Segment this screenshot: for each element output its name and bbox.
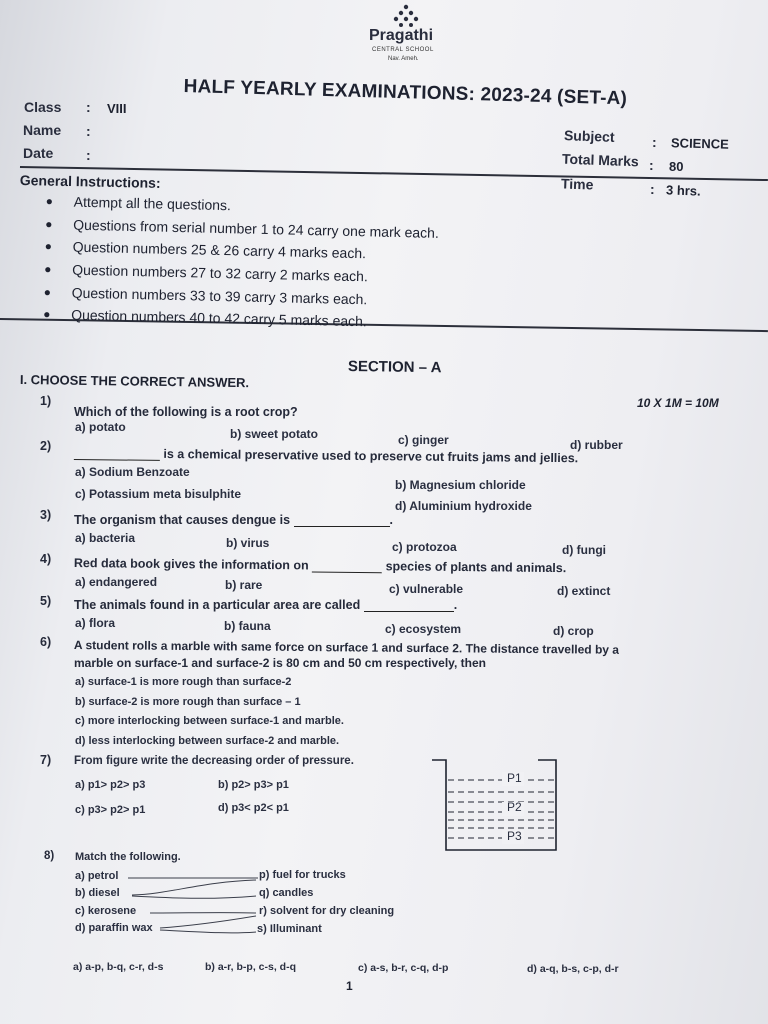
option-d: d) fungi [562, 543, 606, 557]
total-marks-value: 80 [669, 159, 684, 174]
school-location: Nav. Ameh. [388, 56, 419, 62]
option-b: b) rare [225, 578, 263, 592]
option-d: d) less interlocking between surface-2 and marble. [75, 735, 340, 747]
list-item: ● Question numbers 27 to 32 carry 2 marks each. [44, 261, 369, 285]
option-b: b) a-r, b-p, c-s, d-q [205, 961, 296, 973]
school-subtitle: CENTRAL SCHOOL [372, 47, 434, 53]
figure-label-p1: P1 [507, 771, 522, 785]
question-number: 1) [40, 394, 52, 408]
section-marks: 10 X 1M = 10M [637, 396, 719, 410]
question-text: is a chemical preservative used to preserve cut fruits jams and jellies. [74, 446, 578, 465]
option-d: d) p3< p2< p1 [218, 802, 289, 814]
page-number: 1 [346, 979, 353, 993]
option-c: c) ginger [398, 433, 449, 447]
question-number: 5) [40, 594, 52, 608]
figure-label-p3: P3 [507, 829, 522, 843]
question-number: 3) [40, 508, 52, 522]
class-value: VIII [107, 101, 127, 116]
option-b: b) surface-2 is more rough than surface – 1 [75, 696, 301, 708]
answer-blank[interactable] [74, 459, 160, 461]
question-text: Red data book gives the information on species of plants and animals. [73, 556, 567, 576]
match-left-b: b) diesel [75, 887, 120, 899]
option-d: d) rubber [570, 438, 623, 452]
option-a: a) endangered [75, 575, 158, 589]
option-a: a) p1> p2> p3 [75, 779, 146, 791]
option-b: b) p2> p3> p1 [218, 779, 289, 791]
school-name: Pragathi [369, 27, 434, 44]
time-value: 3 hrs. [665, 182, 701, 199]
figure-label-p2: P2 [507, 800, 522, 814]
option-c: c) more interlocking between surface-1 and marble. [75, 715, 344, 727]
option-c: c) ecosystem [385, 622, 462, 636]
section-heading: I. CHOOSE THE CORRECT ANSWER. [19, 372, 250, 391]
question-text: From figure write the decreasing order of pressure. [74, 755, 354, 767]
option-c: c) a-s, b-r, c-q, d-p [358, 962, 449, 974]
instructions-title: General Instructions: [19, 172, 161, 191]
option-d: d) extinct [557, 584, 611, 598]
question-number: 8) [44, 850, 55, 862]
name-label: Name [23, 122, 62, 138]
question-text: The animals found in a particular area are called . [74, 598, 458, 612]
class-colon: : [86, 99, 91, 115]
option-b: b) virus [226, 536, 270, 550]
question-text: A student rolls a marble with same force on surface 1 and surface 2. The distance travelled by a [73, 638, 620, 657]
instructions-list [43, 190, 440, 334]
answer-blank[interactable] [312, 571, 382, 573]
option-a: a) Sodium Benzoate [75, 465, 190, 479]
question-number: 4) [40, 552, 52, 566]
match-right-q: q) candles [259, 887, 314, 899]
question-number: 2) [40, 439, 52, 453]
subject-value: SCIENCE [670, 135, 729, 152]
section-title: SECTION – A [347, 358, 442, 377]
name-colon: : [86, 123, 91, 139]
time-label: Time [560, 175, 594, 193]
match-left-d: d) paraffin wax [75, 922, 153, 934]
list-item: ● Questions from serial number 1 to 24 carry one mark each. [45, 216, 440, 241]
match-connector-lines [120, 870, 260, 940]
question-number: 6) [40, 635, 52, 649]
list-item: ● Question numbers 33 to 39 carry 3 marks each. [43, 284, 368, 307]
pressure-container-figure [430, 756, 560, 856]
match-right-p: p) fuel for trucks [259, 869, 346, 881]
question-text: The organism that causes dengue is . [74, 513, 393, 527]
answer-blank[interactable] [364, 611, 454, 612]
option-d: d) crop [553, 624, 594, 638]
class-label: Class [24, 99, 62, 115]
list-item: ● Question numbers 25 & 26 carry 4 marks each. [44, 239, 367, 262]
option-a: a) bacteria [75, 531, 136, 545]
option-a: a) flora [75, 616, 116, 630]
total-marks-label: Total Marks [561, 150, 640, 170]
match-right-r: r) solvent for dry cleaning [259, 905, 395, 917]
question-text-line2: marble on surface-1 and surface-2 is 80 cm and 50 cm respectively, then [74, 656, 486, 670]
list-item: ● Attempt all the questions. [45, 193, 232, 214]
match-left-c: c) kerosene [75, 905, 137, 917]
time-colon: : [650, 181, 655, 197]
subject-colon: : [652, 134, 657, 150]
option-a: a) a-p, b-q, c-r, d-s [73, 961, 164, 973]
subject-label: Subject [563, 127, 615, 145]
match-right-s: s) Illuminant [257, 923, 322, 935]
option-b: b) sweet potato [230, 427, 319, 441]
option-c: c) vulnerable [389, 582, 464, 596]
option-b: b) fauna [224, 619, 271, 633]
question-number: 7) [40, 753, 52, 767]
total-marks-colon: : [649, 157, 654, 173]
option-a: a) potato [75, 420, 126, 434]
answer-blank[interactable] [294, 526, 390, 527]
option-d: d) Aluminium hydroxide [395, 499, 532, 513]
option-a: a) surface-1 is more rough than surface-2 [75, 676, 292, 688]
date-label: Date [23, 145, 54, 161]
exam-title: HALF YEARLY EXAMINATIONS: 2023-24 (SET-A) [183, 76, 628, 110]
question-text: Which of the following is a root crop? [74, 405, 298, 419]
option-b: b) Magnesium chloride [395, 478, 526, 492]
option-c: c) protozoa [392, 540, 457, 554]
option-d: d) a-q, b-s, c-p, d-r [527, 963, 619, 975]
option-c: c) Potassium meta bisulphite [75, 487, 242, 501]
date-colon: : [86, 147, 91, 163]
match-left-a: a) petrol [75, 870, 119, 882]
question-text: Match the following. [75, 851, 181, 863]
option-c: c) p3> p2> p1 [75, 804, 146, 816]
list-item: ● Question numbers 40 to 42 carry 5 marks each. [43, 306, 367, 330]
